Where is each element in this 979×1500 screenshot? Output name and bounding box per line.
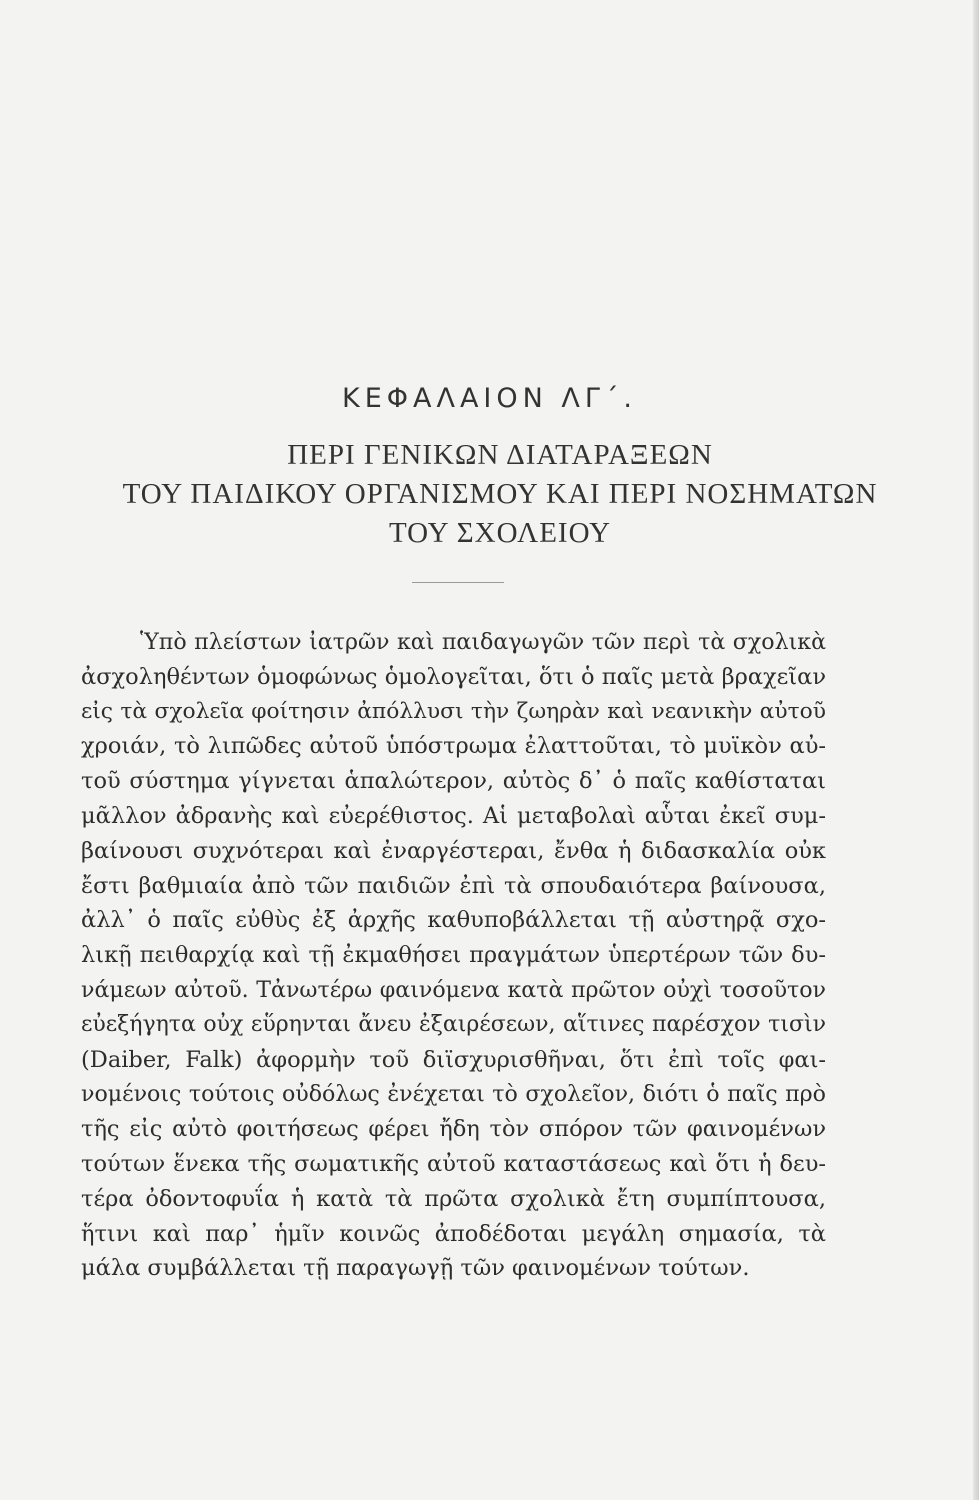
- text-line: ἀσχοληθέντων ὁμοφώνως ὁμολογεῖται, ὅτι ὁ παῖς μετὰ βραχεῖαν: [81, 663, 826, 690]
- text-line: μάλα συμβάλλεται τῇ παραγωγῇ τῶν φαινομένων τούτων.: [81, 1255, 750, 1282]
- chapter-title-line: ΤΟΥ ΣΧΟΛΕΙΟΥ: [388, 517, 612, 549]
- page-edge-shadow: [973, 0, 979, 1500]
- chapter-label: ΚΕΦΑΛΑΙΟΝ ΛΓ΄.: [341, 383, 638, 414]
- title-divider: [412, 582, 504, 583]
- chapter-title: [60, 436, 940, 553]
- chapter-title-line: ΠΕΡΙ ΓΕΝΙΚΩΝ ΔΙΑΤΑΡΑΞΕΩΝ: [287, 439, 713, 471]
- text-line: τῆς εἰς αὐτὸ φοιτήσεως φέρει ἤδη τὸν σπόρον τῶν φαινομένων: [81, 1116, 826, 1143]
- text-line: Ὑπὸ πλείστων ἰατρῶν καὶ παιδαγωγῶν τῶν περὶ τὰ σχολικὰ: [140, 629, 826, 655]
- text-line: ἥτινι καὶ παρ᾽ ἡμῖν κοινῶς ἀποδέδοται μεγάλη σημασία, τὰ: [81, 1220, 826, 1247]
- text-line: νάμεων αὐτοῦ. Τἀνωτέρω φαινόμενα κατὰ πρῶτον οὐχὶ τοσοῦτον: [81, 976, 826, 1003]
- text-line: λικῇ πειθαρχίᾳ καὶ τῇ ἐκμαθήσει πραγμάτων ὑπερτέρων τῶν δυ-: [81, 942, 826, 969]
- text-line: τούτων ἕνεκα τῆς σωματικῆς αὐτοῦ καταστάσεως καὶ ὅτι ἡ δευ-: [81, 1150, 826, 1177]
- text-line: εἰς τὰ σχολεῖα φοίτησιν ἀπόλλυσι τὴν ζωηρὰν καὶ νεανικὴν αὐτοῦ: [81, 698, 826, 724]
- text-line: νομένοις τούτοις οὐδόλως ἐνέχεται τὸ σχολεῖον, διότι ὁ παῖς πρὸ: [81, 1081, 826, 1108]
- text-line: ἔστι βαθμιαία ἀπὸ τῶν παιδιῶν ἐπὶ τὰ σπουδαιότερα βαίνουσα,: [81, 872, 826, 899]
- text-line: μᾶλλον ἀδρανὴς καὶ εὐερέθιστος. Αἱ μεταβολαὶ αὗται ἐκεῖ συμ-: [81, 802, 826, 829]
- text-line: (Daiber, Falk) ἀφορμὴν τοῦ διϊσχυρισθῆναι, ὅτι ἐπὶ τοῖς φαι-: [81, 1046, 826, 1073]
- text-line: βαίνουσι συχνότεραι καὶ ἐναργέστεραι, ἔνθα ἡ διδασκαλία οὐκ: [81, 837, 826, 864]
- chapter-title-line: ΤΟΥ ΠΑΙΔΙΚΟΥ ΟΡΓΑΝΙΣΜΟΥ ΚΑΙ ΠΕΡΙ ΝΟΣΗΜΑΤΩΝ: [122, 478, 878, 510]
- text-line: τέρα ὀδοντοφυΐα ἡ κατὰ τὰ πρῶτα σχολικὰ ἔτη συμπίπτουσα,: [81, 1185, 826, 1212]
- text-line: εὐεξήγητα οὐχ εὕρηνται ἄνευ ἐξαιρέσεων, αἵτινες παρέσχον τισὶν: [81, 1011, 826, 1037]
- text-line: ἀλλ᾽ ὁ παῖς εὐθὺς ἐξ ἀρχῆς καθυποβάλλεται τῇ αὐστηρᾷ σχο-: [81, 907, 826, 934]
- body-paragraph: [81, 625, 826, 1286]
- text-line: χροιάν, τὸ λιπῶδες αὐτοῦ ὑπόστρωμα ἐλαττοῦται, τὸ μυϊκὸν αὐ-: [81, 733, 826, 760]
- text-line: τοῦ σύστημα γίγνεται ἁπαλώτερον, αὐτὸς δ᾽ ὁ παῖς καθίσταται: [81, 768, 826, 795]
